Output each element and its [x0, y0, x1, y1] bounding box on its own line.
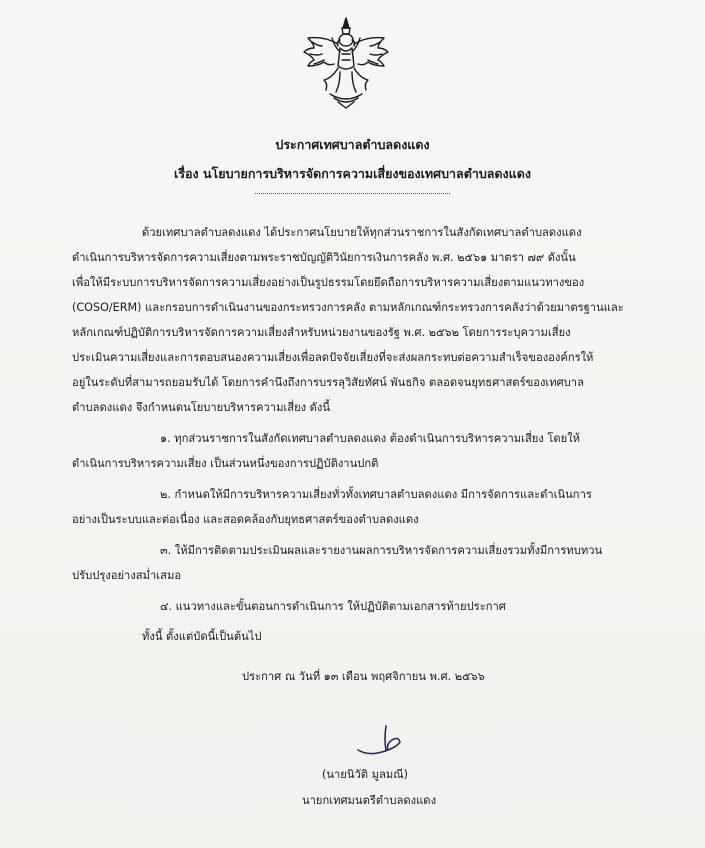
policy-item-3: ๓. ให้มีการติดตามประเมินผลและรายงานผลการบริหารจัดการความเสี่ยงรวมทั้งมีการทบทวน — [160, 544, 603, 557]
separator-dots — [255, 193, 450, 194]
policy-item-3-cont: ปรับปรุงอย่างสม่ำเสมอ — [72, 569, 182, 582]
effective-statement: ทั้งนี้ ตั้งแต่บัดนี้เป็นต้นไป — [142, 630, 262, 643]
paragraph-line: เพื่อให้มีระบบการบริหารจัดการความเสี่ยงอย่างเป็นรูปธรรมโดยยึดถือการบริหารความเสี่ยงตามแนวทางของ — [72, 276, 585, 289]
announcement-date: ประกาศ ณ วันที่ ๑๓ เดือน พฤศจิกายน พ.ศ. ๒๕๖๖ — [242, 670, 485, 683]
signature-icon — [350, 720, 410, 760]
announcement-title: ประกาศเทศบาลตำบลดงแดง — [275, 137, 430, 152]
paragraph-line: หลักเกณฑ์ปฏิบัติการบริหารจัดการความเสี่ยงสำหรับหน่วยงานของรัฐ พ.ศ. ๒๕๖๒ โดยการระบุความเสี่ยง — [72, 326, 571, 339]
paragraph-line: (COSO/ERM) และกรอบการดำเนินงานของกระทรวงการคลัง ตามหลักเกณฑ์กระทรวงการคลังว่าด้วยมาตรฐานและ — [72, 301, 624, 314]
policy-item-1-cont: ดำเนินการบริหารความเสี่ยง เป็นส่วนหนึ่งของการปฏิบัติงานปกติ — [72, 457, 379, 470]
paragraph-line: ประเมินความเสี่ยงและการตอบสนองความเสี่ยงเพื่อลดปัจจัยเสี่ยงที่จะส่งผลกระทบต่อความสำเร็จขององค์กรให้ — [72, 351, 594, 364]
garuda-emblem-icon — [300, 14, 392, 110]
policy-item-2: ๒. กำหนดให้มีการบริหารความเสี่ยงทั่วทั้งเทศบาลตำบลดงแดง มีการจัดการและดำเนินการ — [160, 488, 592, 501]
paragraph-line: ด้วยเทศบาลตำบลดงแดง ได้ประกาศนโยบายให้ทุกส่วนราชการในสังกัดเทศบาลตำบลดงแดง — [142, 226, 582, 239]
signer-position: นายกเทศมนตรีตำบลดงแดง — [302, 794, 437, 807]
announcement-subject: เรื่อง นโยบายการบริหารจัดการความเสี่ยงของเทศบาลตำบลดงแดง — [174, 166, 531, 181]
signer-name: (นายนิวัติ มูลมณี) — [322, 768, 408, 781]
policy-item-4: ๔. แนวทางและขั้นตอนการดำเนินการ ให้ปฏิบัติตามเอกสารท้ายประกาศ — [160, 600, 506, 613]
paragraph-line: ตำบลดงแดง จึงกำหนดนโยบายบริหารความเสี่ยง ดังนี้ — [72, 401, 331, 414]
policy-item-2-cont: อย่างเป็นระบบและต่อเนื่อง และสอดคล้องกับยุทธศาสตร์ของตำบลดงแดง — [72, 513, 419, 526]
policy-item-1: ๑. ทุกส่วนราชการในสังกัดเทศบาลตำบลดงแดง ต้องดำเนินการบริหารความเสี่ยง โดยให้ — [160, 432, 581, 445]
paragraph-line: อยู่ในระดับที่สามารถยอมรับได้ โดยการคำนึงถึงการบรรลุวิสัยทัศน์ พันธกิจ ตลอดจนยุทธศาสตร์ของเทศบาล — [72, 376, 584, 389]
paragraph-line: ดำเนินการบริหารจัดการความเสี่ยงตามพระราชบัญญัติวินัยการเงินการคลัง พ.ศ. ๒๕๖๑ มาตรา ๗๙ ดังนั้น — [72, 251, 576, 264]
